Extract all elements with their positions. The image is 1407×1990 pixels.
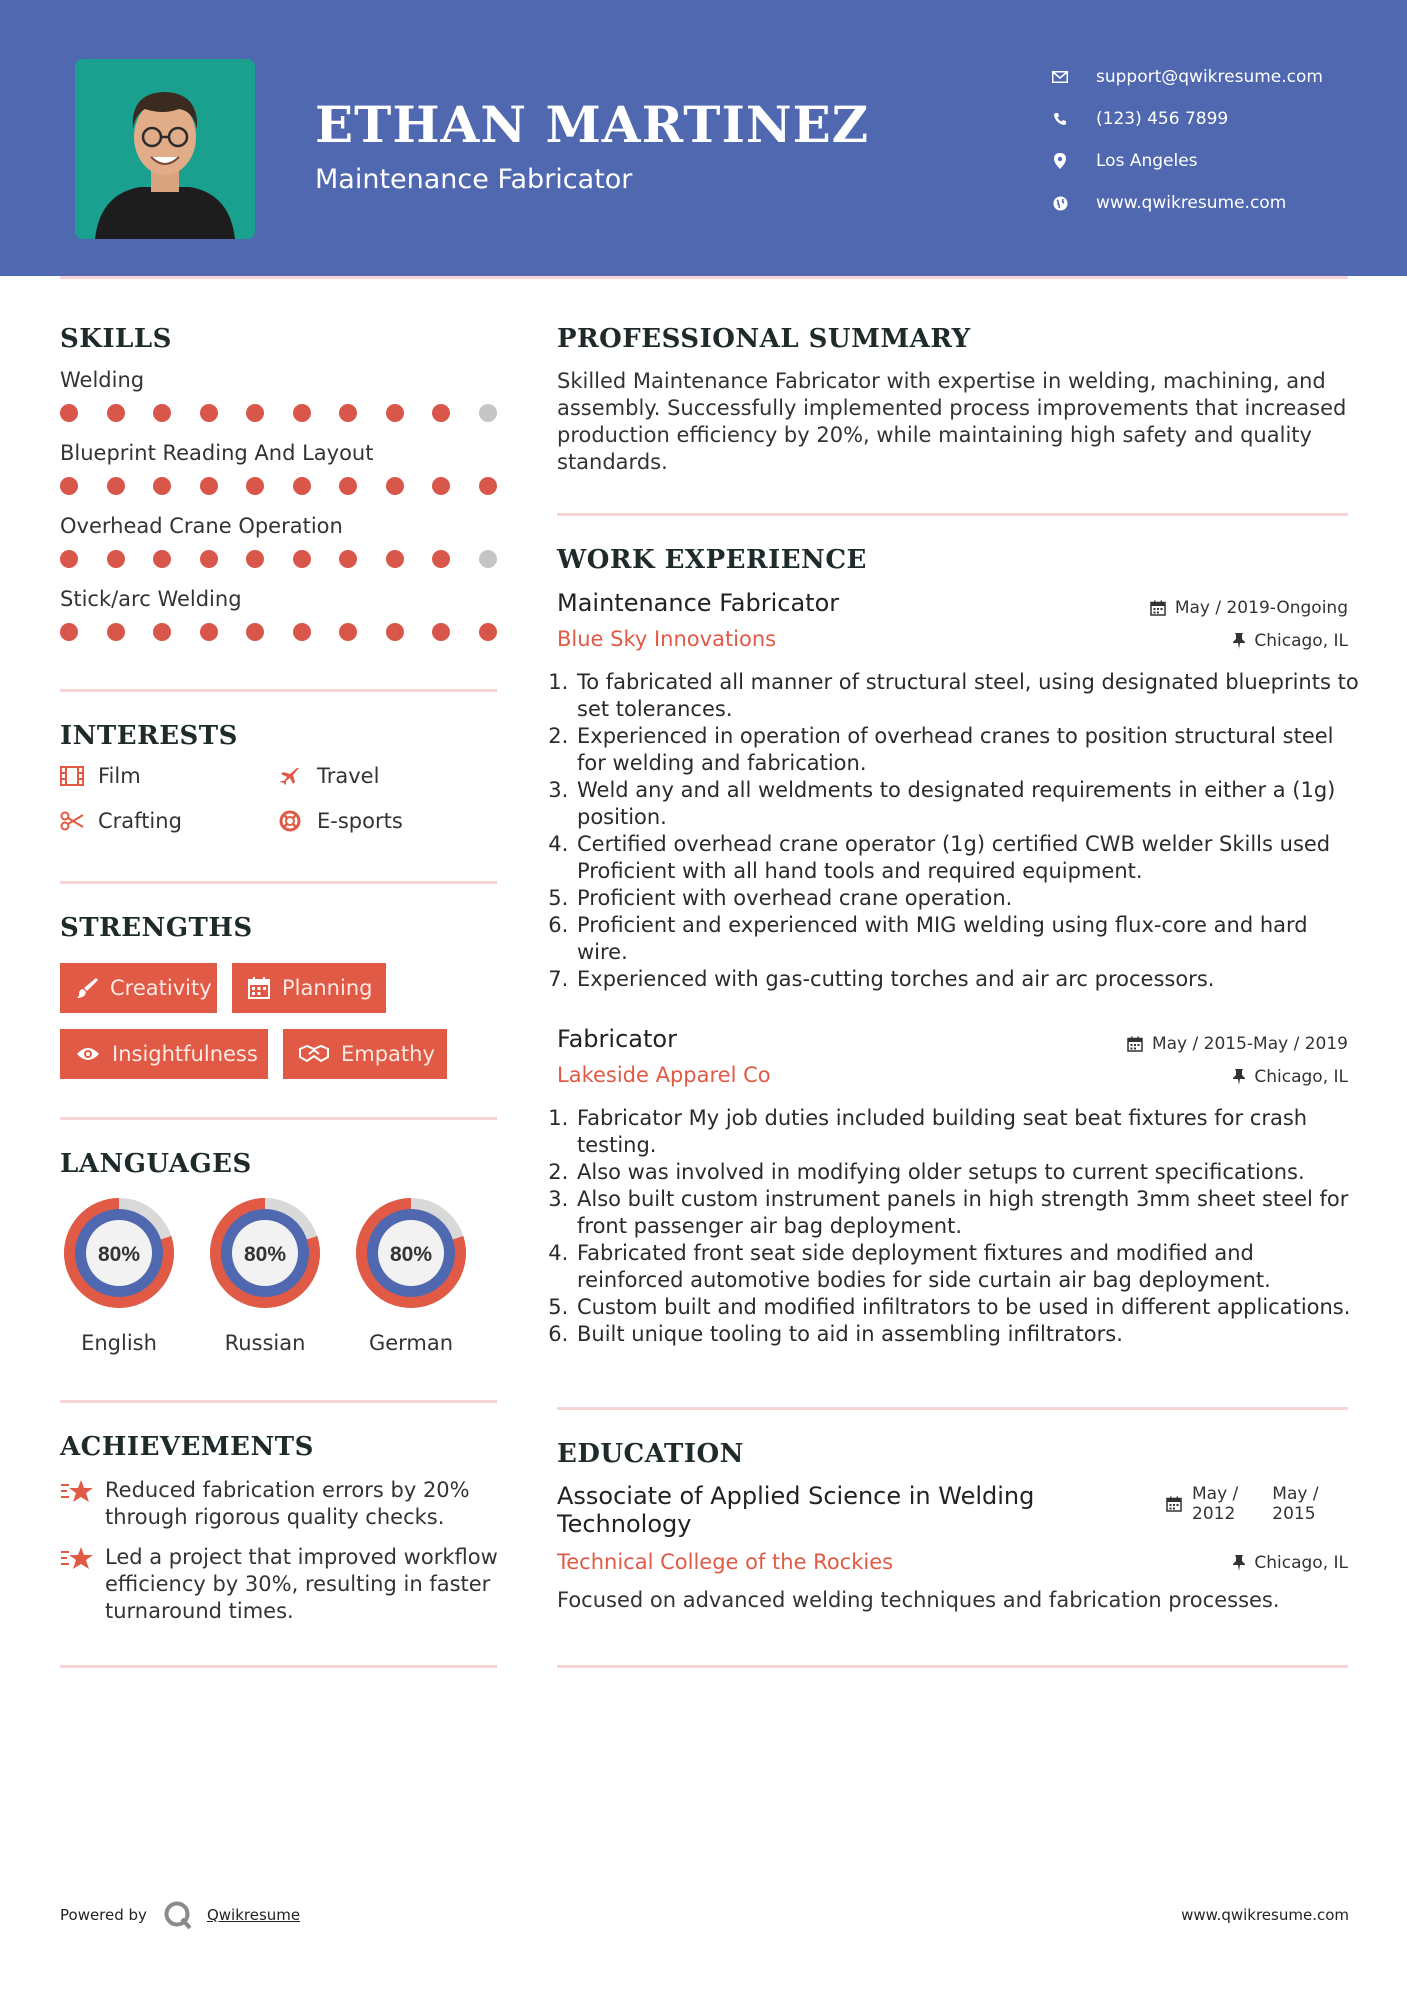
summary-heading: PROFESSIONAL SUMMARY — [557, 324, 971, 354]
contact-location — [1050, 140, 1323, 182]
rating-dot-filled — [153, 477, 171, 495]
rating-dot-filled — [386, 623, 404, 641]
strength-tag — [60, 963, 217, 1013]
rating-dot-empty — [479, 404, 497, 422]
calendar-icon — [1166, 1484, 1182, 1524]
skill-label: Overhead Crane Operation — [60, 514, 343, 538]
interest-item — [60, 809, 182, 833]
language-ring — [57, 1191, 181, 1315]
education-start: May / 2012 — [1192, 1484, 1239, 1524]
job-dates-text: May / 2019-Ongoing — [1174, 598, 1348, 618]
rating-dot-filled — [60, 623, 78, 641]
rating-dot-filled — [432, 623, 450, 641]
rating-dot-filled — [153, 404, 171, 422]
pushpin-icon — [1233, 633, 1245, 649]
eye-icon — [76, 1046, 100, 1062]
interests-heading: INTERESTS — [60, 721, 238, 751]
section-divider — [557, 1665, 1348, 1668]
rating-dot-filled — [153, 550, 171, 568]
rating-dot-filled — [60, 550, 78, 568]
contact-website-text: www.qwikresume.com — [1096, 193, 1287, 213]
candidate-name: ETHAN MARTINEZ — [315, 95, 870, 154]
lifebuoy-icon — [279, 810, 305, 832]
company-name: Lakeside Apparel Co — [557, 1063, 771, 1087]
language-percent: 80% — [389, 1243, 433, 1266]
section-divider — [60, 1665, 497, 1668]
list-item: 7. Experienced with gas-cutting torches and air arc processors. — [575, 966, 1365, 993]
rating-dot-filled — [107, 477, 125, 495]
contact-location-text: Los Angeles — [1096, 151, 1198, 171]
interest-item — [279, 809, 403, 833]
rating-dot-empty — [479, 550, 497, 568]
language-percent: 80% — [243, 1243, 287, 1266]
job-dates — [1127, 1034, 1348, 1054]
rating-dot-filled — [479, 623, 497, 641]
rating-dot-filled — [432, 550, 450, 568]
job-duties-list — [557, 669, 1365, 993]
strength-label: Creativity — [110, 976, 212, 1000]
location-pin-icon — [1050, 153, 1070, 169]
plane-icon — [279, 766, 305, 786]
rating-dot-filled — [432, 404, 450, 422]
rating-dot-filled — [339, 550, 357, 568]
interest-item — [279, 764, 379, 788]
language-label: English — [81, 1331, 157, 1355]
rating-dot-filled — [386, 404, 404, 422]
pushpin-icon — [1233, 1069, 1245, 1085]
contact-email[interactable] — [1050, 56, 1323, 98]
contact-phone-text: (123) 456 7899 — [1096, 109, 1229, 129]
language-item — [349, 1191, 473, 1355]
rating-dot-filled — [200, 550, 218, 568]
interest-item — [60, 764, 141, 788]
rating-dot-filled — [60, 477, 78, 495]
section-divider — [557, 1407, 1348, 1410]
list-item: 4. Certified overhead crane operator (1g) certified CWB welder Skills used Proficient with all hand tools and required equipment. — [575, 831, 1365, 885]
rating-dot-filled — [386, 550, 404, 568]
education-location — [1233, 1553, 1348, 1573]
skill-label: Blueprint Reading And Layout — [60, 441, 374, 465]
film-icon — [60, 766, 86, 786]
degree-title: Associate of Applied Science in Welding Technology — [557, 1482, 1035, 1538]
school-name: Technical College of the Rockies — [557, 1550, 894, 1574]
calendar-icon — [1150, 600, 1166, 616]
company-name: Blue Sky Innovations — [557, 627, 777, 651]
rating-dot-filled — [293, 623, 311, 641]
contact-website[interactable] — [1050, 182, 1323, 224]
footer-website[interactable]: www.qwikresume.com — [1181, 1906, 1349, 1924]
contact-list — [1050, 56, 1323, 224]
job-title: Fabricator — [557, 1025, 677, 1053]
language-percent: 80% — [97, 1243, 141, 1266]
contact-email-text: support@qwikresume.com — [1096, 67, 1323, 87]
list-item: 5. Custom built and modified infiltrators to be used in different applications. — [575, 1294, 1365, 1321]
interest-label: E-sports — [317, 809, 403, 833]
rating-dot-filled — [339, 623, 357, 641]
rating-dot-filled — [293, 550, 311, 568]
languages-heading: LANGUAGES — [60, 1149, 252, 1179]
achievements-heading: ACHIEVEMENTS — [60, 1432, 314, 1462]
strength-tag — [60, 1029, 268, 1079]
language-ring — [203, 1191, 327, 1315]
list-item: 3. Weld any and all weldments to designated requirements in either a (1g) position. — [575, 777, 1365, 831]
phone-icon — [1050, 112, 1070, 126]
list-item: 1. Fabricator My job duties included building seat beat fixtures for crash testing. — [575, 1105, 1365, 1159]
education-heading: EDUCATION — [557, 1439, 744, 1469]
rating-dot-filled — [107, 623, 125, 641]
section-divider — [60, 881, 497, 884]
scissors-icon — [60, 811, 86, 831]
summary-text: Skilled Maintenance Fabricator with expertise in welding, machining, and assembly. Successfully implemented process improvements that increased production efficiency by 20%, while maintaining high safety and quality standards. — [557, 369, 1347, 474]
list-item: 6. Built unique tooling to aid in assembling infiltrators. — [575, 1321, 1365, 1348]
skill-label: Welding — [60, 368, 145, 392]
rating-dot-filled — [293, 477, 311, 495]
strength-label: Planning — [282, 976, 373, 1000]
list-item: 4. Fabricated front seat side deployment fixtures and modified and reinforced automotive bodies for side curtain air bag deployment. — [575, 1240, 1365, 1294]
profile-photo — [75, 59, 255, 239]
education-end: May / 2015 — [1272, 1484, 1319, 1524]
job-duties-list — [557, 1105, 1365, 1348]
globe-icon — [1050, 196, 1070, 211]
rating-dot-filled — [200, 623, 218, 641]
list-item: 6. Proficient and experienced with MIG welding using flux-core and hard wire. — [575, 912, 1365, 966]
calendar-icon — [248, 977, 270, 999]
rating-dot-filled — [60, 404, 78, 422]
rating-dot-filled — [432, 477, 450, 495]
handshake-icon — [299, 1044, 329, 1064]
strength-label: Empathy — [341, 1042, 435, 1066]
rating-dot-filled — [293, 404, 311, 422]
list-item: 2. Also was involved in modifying older setups to current specifications. — [575, 1159, 1365, 1186]
person-avatar-icon — [75, 59, 255, 239]
powered-by-text: Powered by — [60, 1906, 147, 1924]
job-location-text: Chicago, IL — [1254, 1067, 1348, 1087]
skill-item — [60, 441, 500, 495]
rating-dot-filled — [246, 550, 264, 568]
header-divider — [60, 276, 1348, 279]
strength-tag — [283, 1029, 447, 1079]
rating-dot-filled — [246, 623, 264, 641]
rating-dot-filled — [200, 404, 218, 422]
skill-label: Stick/arc Welding — [60, 587, 242, 611]
header-banner — [0, 0, 1407, 276]
brand-link[interactable]: Qwikresume — [206, 1906, 301, 1924]
achievement-item — [60, 1544, 500, 1625]
strength-tag — [232, 963, 386, 1013]
job-dates-text: May / 2015-May / 2019 — [1151, 1034, 1348, 1054]
rating-dot-filled — [153, 623, 171, 641]
job-dates — [1150, 598, 1348, 618]
education-location-text: Chicago, IL — [1254, 1553, 1348, 1573]
rating-dot-filled — [200, 477, 218, 495]
language-item — [57, 1191, 181, 1355]
list-item: 2. Experienced in operation of overhead cranes to position structural steel for welding and fabrication. — [575, 723, 1365, 777]
job-location — [1233, 1067, 1348, 1087]
language-label: German — [368, 1331, 454, 1355]
paintbrush-icon — [76, 977, 98, 999]
rating-dot-filled — [339, 477, 357, 495]
envelope-icon — [1050, 71, 1070, 83]
job-location — [1233, 631, 1348, 651]
section-divider — [60, 1117, 497, 1120]
skill-rating — [60, 477, 497, 495]
skill-item — [60, 514, 500, 568]
list-item: 3. Also built custom instrument panels in high strength 3mm sheet steel for front passenger air bag deployment. — [575, 1186, 1365, 1240]
language-ring — [349, 1191, 473, 1315]
achievement-item — [60, 1477, 500, 1531]
education-dates — [1166, 1484, 1319, 1524]
achievement-text: Reduced fabrication errors by 20% through rigorous quality checks. — [105, 1478, 470, 1529]
interest-label: Film — [98, 764, 141, 788]
job-location-text: Chicago, IL — [1254, 631, 1348, 651]
section-divider — [60, 689, 497, 692]
interest-label: Travel — [317, 764, 380, 788]
rating-dot-filled — [246, 477, 264, 495]
star-icon — [60, 1546, 94, 1625]
rating-dot-filled — [386, 477, 404, 495]
skill-item — [60, 587, 500, 641]
language-item — [203, 1191, 327, 1355]
skill-rating — [60, 404, 497, 422]
contact-phone[interactable] — [1050, 98, 1323, 140]
experience-heading: WORK EXPERIENCE — [557, 545, 867, 575]
skills-heading: SKILLS — [60, 324, 172, 354]
rating-dot-filled — [107, 550, 125, 568]
rating-dot-filled — [479, 477, 497, 495]
skill-rating — [60, 550, 497, 568]
achievement-text: Led a project that improved workflow efficiency by 30%, resulting in faster turnaround times. — [105, 1545, 498, 1623]
list-item: 1. To fabricated all manner of structural steel, using designated blueprints to set tolerances. — [575, 669, 1365, 723]
job-title: Maintenance Fabricator — [557, 589, 840, 617]
calendar-icon — [1127, 1036, 1143, 1052]
education-description: Focused on advanced welding techniques and fabrication processes. — [557, 1588, 1280, 1612]
footer-powered-by — [60, 1900, 300, 1930]
rating-dot-filled — [339, 404, 357, 422]
section-divider — [557, 513, 1348, 516]
section-divider — [60, 1400, 497, 1403]
strengths-heading: STRENGTHS — [60, 913, 253, 943]
qwikresume-logo-icon — [163, 1900, 193, 1930]
skill-item — [60, 368, 500, 422]
language-label: Russian — [224, 1331, 306, 1355]
skill-rating — [60, 623, 497, 641]
strength-label: Insightfulness — [112, 1042, 258, 1066]
list-item: 5. Proficient with overhead crane operation. — [575, 885, 1365, 912]
interest-label: Crafting — [98, 809, 182, 833]
rating-dot-filled — [246, 404, 264, 422]
rating-dot-filled — [107, 404, 125, 422]
candidate-title: Maintenance Fabricator — [315, 164, 633, 195]
star-icon — [60, 1479, 94, 1531]
pushpin-icon — [1233, 1555, 1245, 1571]
